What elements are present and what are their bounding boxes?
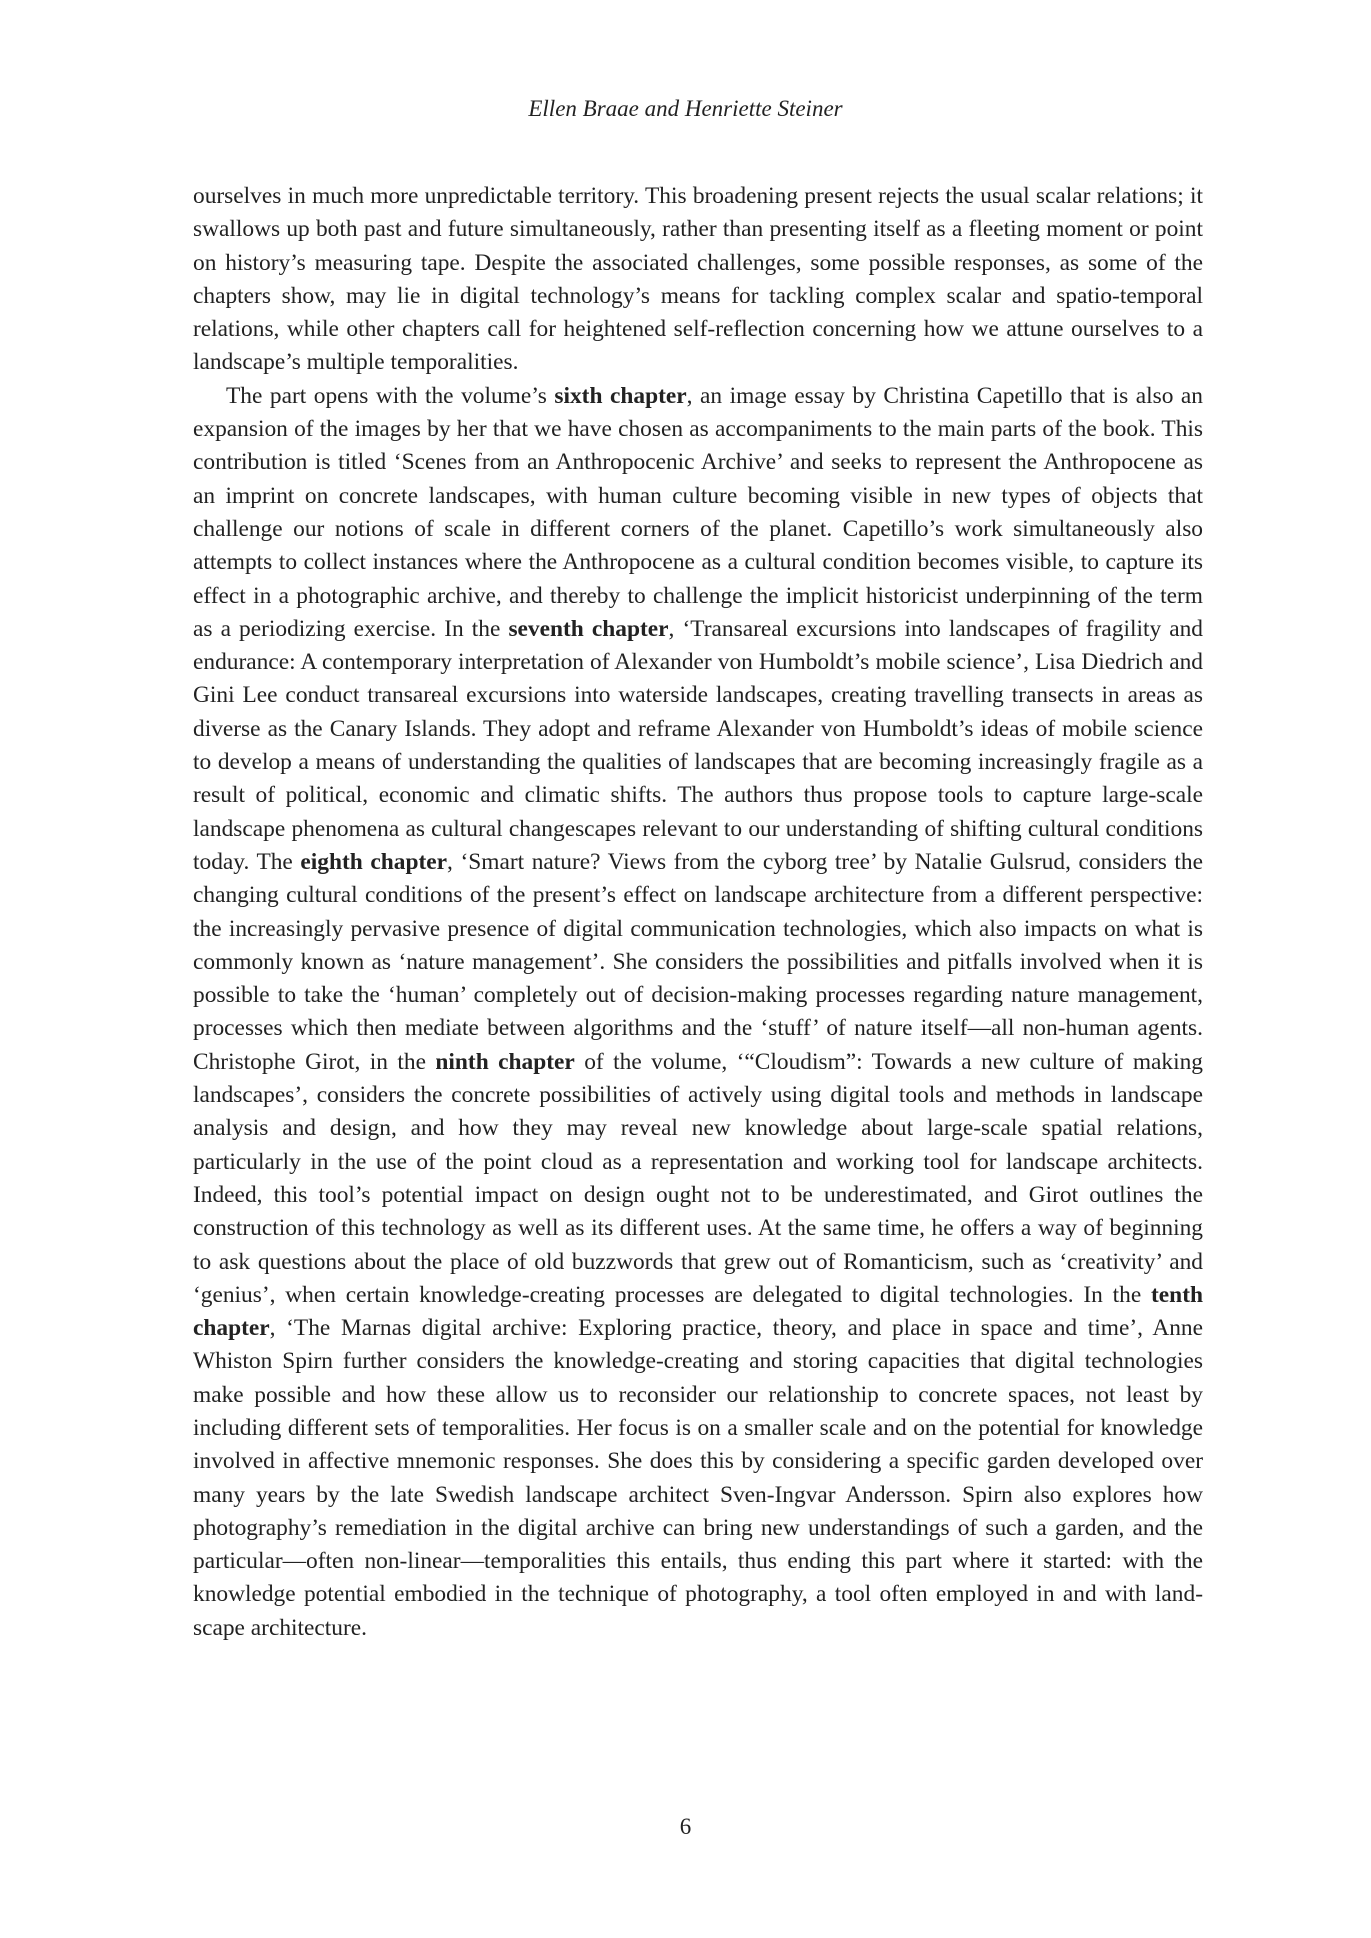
text-run: of the volume, ‘“Cloudism”: Towards a new culture of making landscapes’, considers the concrete possibilities of actively using digital tools and methods in landscape analysis and design, and how they may reveal new knowledge about large-scale spatial relations, particularly in the use of the point cloud as a representation and working tool for landscape architects. Indeed, this tool’s potential impact on design ought not to be underestimated, and Girot outlines the construction of this technology as well as its different uses. At the same time, he offers a way of beginning to ask questions about the place of old buzzwords that grew out of Romanticism, such as ‘creativity’ and ‘genius’, when certain knowledge-creating processes are delegated to digital technologies. In the: [193, 1048, 1203, 1308]
chapter-reference-sixth: sixth chapter: [554, 382, 687, 409]
text-run: , ‘Smart nature? Views from the cyborg tree’ by Natalie Gulsrud, considers the changing cultural conditions of the present’s effect on landscape architecture from a different perspective: the increasingly pervasive presence of digital communication technologies, which also impacts on what is commonly known as ‘nature management’. She considers the possibilities and pitfalls involved when it is possible to take the ‘human’ completely out of decision-making processes regarding nature management, processes which then mediate between algorithms and the ‘stuff’ of nature itself—all non-human agents. Christophe Girot, in the: [193, 848, 1204, 1075]
chapter-reference-seventh: seventh chapter: [508, 615, 669, 642]
page-number: 6: [679, 1814, 692, 1839]
paragraph-part-overview: [193, 380, 1203, 1645]
body-text: [193, 180, 1203, 1645]
running-head: Ellen Braae and Henriette Steiner: [528, 96, 843, 121]
chapter-reference-ninth: ninth chapter: [435, 1048, 575, 1075]
paragraph-continued: ourselves in much more unpredictable territory. This broadening present rejects the usual scalar relations; it swallows up both past and future simultaneously, rather than presenting itself as a fleeting moment or point on history’s measuring tape. Despite the associated challenges, some possible responses, as some of the chapters show, may lie in digital technology’s means for tackling complex scalar and spatio-temporal relations, while other chapters call for heightened self-reflection concerning how we attune ourselves to a landscape’s multiple temporalities.: [193, 183, 1203, 376]
text-run: , an image essay by Christina Capetillo that is also an expansion of the images by her that we have chosen as accompaniments to the main parts of the book. This contribution is titled ‘Scenes from an Anthropocenic Archive’ and seeks to represent the Anthropocene as an imprint on concrete landscapes, with human culture becoming visible in new types of objects that challenge our notions of scale in different corners of the planet. Capetillo’s work simultaneously also attempts to collect instances where the Anthropocene as a cultural condition becomes visible, to capture its effect in a photographic archive, and thereby to challenge the implicit historicist underpinning of the term as a periodizing exercise. In the: [193, 382, 1204, 642]
text-run: , ‘Transareal excursions into landscapes of fragility and endurance: A contemporary interpretation of Alexander von Humboldt’s mobile science’, Lisa Diedrich and Gini Lee conduct transareal excursions into waterside landscapes, creating travelling transects in areas as diverse as the Canary Islands. They adopt and reframe Alexander von Humboldt’s ideas of mobile science to develop a means of understanding the qualities of landscapes that are becoming increasingly fragile as a result of political, economic and climatic shifts. The authors thus propose tools to capture large-scale landscape phenomena as cultural changescapes relevant to our understanding of shifting cultural conditions today. The: [193, 615, 1203, 875]
chapter-reference-tenth: tenth chapter: [193, 1281, 1203, 1342]
text-run: The part opens with the volume’s: [226, 382, 555, 409]
text-run: , ‘The Marnas digital archive: Exploring practice, theory, and place in space and time’, Anne Whiston Spirn further considers the knowledge-creating and storing capacities that digital technologies make possible and how these allow us to reconsider our relationship to concrete spaces, not least by including different sets of temporalities. Her focus is on a smaller scale and on the potential for knowledge involved in affective mnemonic responses. She does this by considering a specific garden developed over many years by the late Swedish landscape architect Sven-Ingvar Andersson. Spirn also explores how photography’s remediation in the digital archive can bring new understandings of such a garden, and the particular—often non-linear—temporalities this entails, thus ending this part where it started: with the knowledge potential embodied in the technique of photography, a tool often employed in and with landscape architecture.: [193, 1315, 1203, 1641]
chapter-reference-eighth: eighth chapter: [300, 848, 448, 875]
